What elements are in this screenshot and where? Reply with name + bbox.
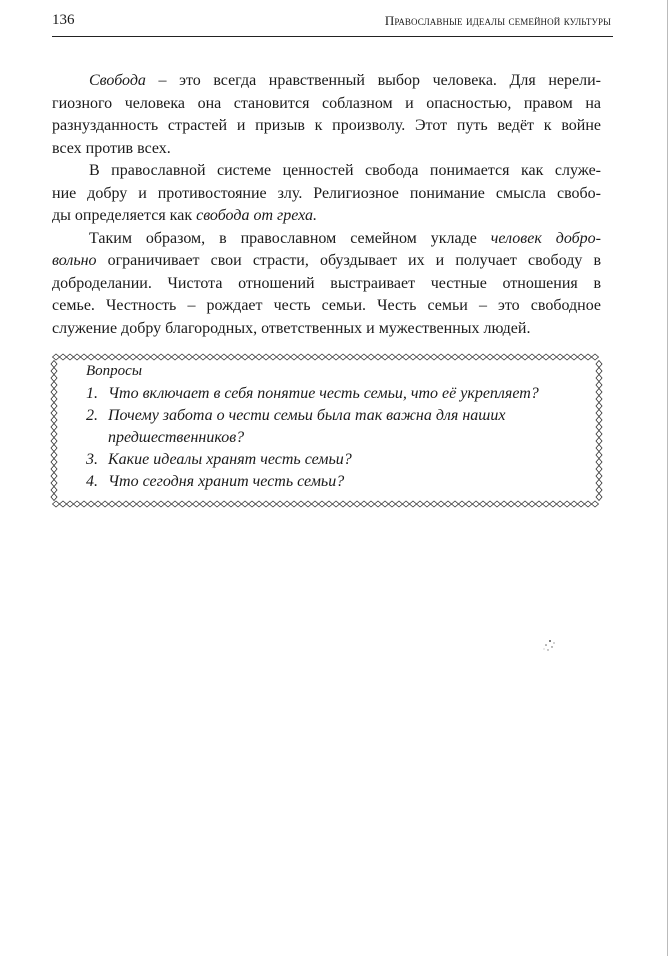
border-diamond [396, 354, 403, 360]
border-diamond [564, 501, 571, 507]
question-number: 1. [86, 385, 98, 402]
question-number: 3. [86, 451, 98, 468]
border-diamond [410, 501, 417, 507]
border-diamond [445, 501, 452, 507]
border-diamond [452, 501, 459, 507]
border-diamond [571, 501, 578, 507]
question-text: Что включает в себя понятие честь семьи, что её укрепляет? [108, 385, 539, 402]
border-diamond [431, 501, 438, 507]
border-diamond [186, 354, 193, 360]
border-diamond [51, 487, 57, 494]
border-diamond [396, 501, 403, 507]
border-diamond [389, 354, 396, 360]
border-diamond [403, 354, 410, 360]
text-run: Таким образом, в православном семейном укладе [89, 229, 491, 247]
border-diamond [109, 354, 116, 360]
border-diamond [51, 417, 57, 424]
border-diamond [263, 354, 270, 360]
border-diamond [515, 501, 522, 507]
border-diamond [144, 501, 151, 507]
border-diamond [88, 501, 95, 507]
border-diamond [596, 382, 602, 389]
question-item [86, 449, 596, 471]
border-diamond [95, 354, 102, 360]
border-diamond [557, 501, 564, 507]
border-diamond [522, 354, 529, 360]
border-diamond [501, 501, 508, 507]
italic-text: свобода от греха. [196, 207, 318, 224]
border-diamond [585, 501, 592, 507]
border-diamond [235, 354, 242, 360]
question-number: 4. [86, 473, 98, 490]
border-diamond [333, 354, 340, 360]
paragraph [52, 70, 601, 160]
border-diamond [51, 368, 57, 375]
border-diamond [596, 473, 602, 480]
border-diamond [137, 354, 144, 360]
border-diamond [529, 501, 536, 507]
border-diamond [256, 501, 263, 507]
border-diamond [459, 354, 466, 360]
border-diamond [235, 501, 242, 507]
border-diamond [277, 501, 284, 507]
text-run: ограничивает свои страсти, обуздывает их и получает свободу в [96, 252, 601, 269]
border-diamond [51, 466, 57, 473]
border-diamond [375, 354, 382, 360]
questions-title: Вопросы [86, 363, 142, 379]
paragraph-line [52, 160, 601, 183]
question-item [86, 427, 596, 449]
border-diamond [333, 501, 340, 507]
question-text: Почему забота о чести семьи была так важна для наших [108, 407, 506, 424]
border-diamond [249, 354, 256, 360]
text-run: всех против всех. [52, 139, 171, 157]
border-diamond [585, 354, 592, 360]
border-diamond [431, 354, 438, 360]
border-diamond [151, 501, 158, 507]
border-diamond [480, 501, 487, 507]
border-diamond [249, 501, 256, 507]
border-diamond [543, 354, 550, 360]
questions-list [86, 383, 596, 493]
border-diamond [51, 403, 57, 410]
border-diamond [522, 501, 529, 507]
text-run: гиозного человека она становится соблазном и опасностью, правом на [52, 94, 601, 112]
border-diamond [158, 354, 165, 360]
border-diamond [319, 354, 326, 360]
border-diamond [116, 354, 123, 360]
border-diamond [596, 452, 602, 459]
border-diamond [508, 501, 515, 507]
border-diamond [596, 487, 602, 494]
border-diamond [67, 501, 74, 507]
border-diamond [256, 354, 263, 360]
paragraph [52, 228, 601, 341]
border-diamond [214, 501, 221, 507]
border-diamond [473, 501, 480, 507]
border-diamond [494, 501, 501, 507]
border-diamond [298, 354, 305, 360]
text-run: ды определяется как [52, 207, 197, 224]
border-diamond [179, 354, 186, 360]
paragraph-line [52, 138, 601, 161]
scan-speck [538, 636, 560, 658]
border-diamond [487, 501, 494, 507]
border-diamond [60, 354, 67, 360]
border-diamond [438, 354, 445, 360]
border-diamond [592, 501, 599, 507]
border-diamond [102, 354, 109, 360]
border-diamond [340, 354, 347, 360]
border-diamond [326, 354, 333, 360]
border-diamond [361, 501, 368, 507]
border-diamond [284, 354, 291, 360]
italic-text: вольно [52, 252, 97, 269]
border-diamond [51, 389, 57, 396]
border-diamond [403, 501, 410, 507]
paragraph-line [52, 273, 601, 296]
question-item [86, 405, 596, 427]
header-rule [52, 36, 613, 37]
paragraph-line [52, 115, 601, 138]
border-diamond [487, 354, 494, 360]
border-diamond [51, 494, 57, 501]
text-run: – это всегда нравственный выбор человека. Для нерели- [145, 72, 601, 89]
border-diamond [417, 501, 424, 507]
border-diamond [242, 501, 249, 507]
border-diamond [389, 501, 396, 507]
border-diamond [200, 501, 207, 507]
border-diamond [596, 480, 602, 487]
border-diamond [596, 396, 602, 403]
paragraph-line [52, 295, 601, 318]
border-diamond [452, 354, 459, 360]
border-diamond [508, 354, 515, 360]
border-diamond [228, 354, 235, 360]
border-diamond [193, 501, 200, 507]
border-diamond [270, 501, 277, 507]
border-diamond [116, 501, 123, 507]
border-diamond [417, 354, 424, 360]
border-diamond [102, 501, 109, 507]
border-diamond [596, 375, 602, 382]
border-diamond [596, 494, 602, 501]
paragraph-line [52, 93, 601, 116]
border-diamond [53, 354, 60, 360]
text-run: В православной системе ценностей свобода понимается как служе- [89, 162, 601, 179]
text-run: доброделании. Чистота отношений выстраивает честные отношения в [52, 274, 601, 292]
border-diamond [53, 501, 60, 507]
border-diamond [67, 354, 74, 360]
border-diamond [410, 354, 417, 360]
paragraph-line [52, 228, 601, 251]
border-diamond [571, 354, 578, 360]
border-diamond [277, 354, 284, 360]
page-edge-line [667, 0, 668, 956]
border-diamond [123, 501, 130, 507]
border-diamond [319, 501, 326, 507]
border-diamond [51, 375, 57, 382]
border-diamond [51, 361, 57, 368]
border-diamond [291, 501, 298, 507]
border-diamond [501, 354, 508, 360]
border-diamond [207, 354, 214, 360]
border-diamond [221, 501, 228, 507]
border-diamond [165, 354, 172, 360]
border-diamond [354, 501, 361, 507]
border-diamond [515, 354, 522, 360]
border-diamond [596, 389, 602, 396]
border-diamond [596, 445, 602, 452]
border-diamond [51, 480, 57, 487]
text-run: ние добру и противостояние злу. Религиозное понимание смысла свобо- [52, 184, 601, 202]
border-diamond [95, 501, 102, 507]
border-diamond [291, 354, 298, 360]
border-diamond [438, 501, 445, 507]
question-number: 2. [86, 407, 98, 424]
border-diamond [60, 501, 67, 507]
border-diamond [459, 501, 466, 507]
questions-box [50, 353, 603, 508]
border-diamond [596, 459, 602, 466]
border-diamond [263, 501, 270, 507]
paragraph-line [52, 205, 601, 228]
border-diamond [347, 501, 354, 507]
border-diamond [179, 501, 186, 507]
border-diamond [382, 354, 389, 360]
border-diamond [596, 368, 602, 375]
border-diamond [51, 382, 57, 389]
border-diamond [596, 403, 602, 410]
border-diamond [305, 501, 312, 507]
paragraph-line [52, 70, 601, 93]
border-diamond [382, 501, 389, 507]
border-diamond [578, 354, 585, 360]
border-diamond [242, 354, 249, 360]
italic-text: Свобода [89, 72, 146, 89]
border-diamond [137, 501, 144, 507]
border-diamond [596, 438, 602, 445]
border-diamond [151, 354, 158, 360]
border-diamond [51, 431, 57, 438]
border-diamond [193, 354, 200, 360]
border-diamond [186, 501, 193, 507]
border-diamond [368, 501, 375, 507]
border-diamond [473, 354, 480, 360]
border-diamond [354, 354, 361, 360]
paragraph [52, 160, 601, 228]
border-diamond [51, 410, 57, 417]
border-diamond [130, 354, 137, 360]
border-diamond [165, 501, 172, 507]
border-diamond [347, 354, 354, 360]
text-run: служение добру благородных, ответственных и мужественных людей. [52, 319, 531, 337]
border-diamond [51, 459, 57, 466]
border-diamond [270, 354, 277, 360]
border-diamond [109, 501, 116, 507]
border-diamond [596, 410, 602, 417]
border-diamond [578, 501, 585, 507]
border-diamond [144, 354, 151, 360]
border-diamond [592, 354, 599, 360]
paragraph-line [52, 250, 601, 273]
border-diamond [305, 354, 312, 360]
border-diamond [123, 354, 130, 360]
question-text: Какие идеалы хранят честь семьи? [108, 451, 352, 468]
running-header: Православные идеалы семейной культуры [384, 13, 611, 28]
border-diamond [550, 354, 557, 360]
border-diamond [51, 445, 57, 452]
border-diamond [564, 354, 571, 360]
border-diamond [375, 501, 382, 507]
border-diamond [543, 501, 550, 507]
border-diamond [81, 501, 88, 507]
border-diamond [81, 354, 88, 360]
border-diamond [596, 431, 602, 438]
border-diamond [445, 354, 452, 360]
question-item [86, 383, 596, 405]
border-diamond [312, 354, 319, 360]
border-diamond [200, 354, 207, 360]
border-diamond [550, 501, 557, 507]
body-text [52, 70, 601, 340]
page-number: 136 [52, 12, 75, 28]
border-diamond [88, 354, 95, 360]
border-diamond [228, 501, 235, 507]
border-diamond [340, 501, 347, 507]
border-diamond [557, 354, 564, 360]
question-text: Что сегодня хранит честь семьи? [108, 473, 345, 490]
paragraph-line [52, 318, 601, 341]
text-run: семье. Честность – рождает честь семьи. Честь семьи – это свободное [52, 297, 601, 314]
border-diamond [172, 354, 179, 360]
question-item [86, 471, 596, 493]
italic-text: человек добро- [490, 229, 602, 247]
border-diamond [74, 501, 81, 507]
border-diamond [298, 501, 305, 507]
border-diamond [466, 501, 473, 507]
border-diamond [361, 354, 368, 360]
paragraph-line [52, 183, 601, 206]
border-diamond [466, 354, 473, 360]
border-diamond [368, 354, 375, 360]
border-diamond [424, 354, 431, 360]
border-diamond [424, 501, 431, 507]
border-diamond [480, 354, 487, 360]
border-diamond [51, 424, 57, 431]
border-diamond [284, 501, 291, 507]
border-diamond [51, 396, 57, 403]
border-diamond [51, 473, 57, 480]
border-diamond [172, 501, 179, 507]
border-diamond [312, 501, 319, 507]
border-diamond [596, 361, 602, 368]
border-diamond [221, 354, 228, 360]
border-diamond [74, 354, 81, 360]
border-diamond [207, 501, 214, 507]
question-text: предшественников? [108, 429, 245, 446]
border-diamond [529, 354, 536, 360]
border-diamond [596, 417, 602, 424]
border-diamond [536, 354, 543, 360]
border-diamond [596, 466, 602, 473]
border-diamond [596, 424, 602, 431]
border-diamond [214, 354, 221, 360]
border-diamond [158, 501, 165, 507]
border-diamond [494, 354, 501, 360]
border-diamond [51, 452, 57, 459]
border-diamond [51, 438, 57, 445]
border-diamond [536, 501, 543, 507]
text-run: разнузданность страстей и призыв к произволу. Этот путь ведёт к войне [52, 117, 601, 134]
border-diamond [326, 501, 333, 507]
border-diamond [130, 501, 137, 507]
